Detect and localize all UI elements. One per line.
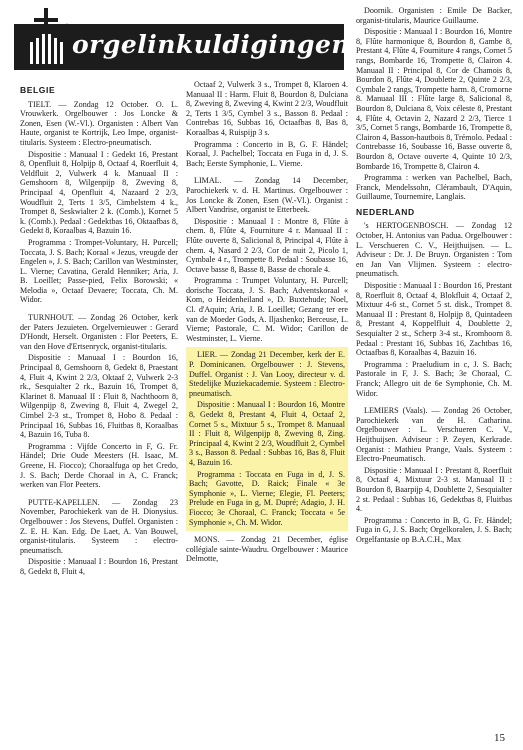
column-3	[356, 6, 512, 546]
article-paragraph: Dispositie : Manuaal I : Gedekt 16, Prestant 8, Openfluit 8, Holpijp 8, Octaaf 4, Roerfluit 4, Veldfluit 2, Vulwerk 4 k. Manuaal II : Gemshoorn 8, Wilgenpijp 8, Zweving 8, Principaal 4, Openfluit 4, Nazaard 2 2/3, Woudfluit 2, Terts 1 3/5, Cimbelstem 4 k., Trompet 8, Seskwialter 2 k. (Comb.), Kornet 5 k. (Comb.). Pedaal : Gedektbas 16, Oktaafbas 8, Gedekt 8, Koraalbas 4, Bazuin 16.	[20, 149, 178, 236]
article-paragraph: Doornik. Organisten : Emile De Backer, organist-titularis, Maurice Guillaume.	[356, 6, 512, 25]
section-heading-belgie: BELGIE	[20, 85, 56, 95]
page-header	[14, 8, 351, 70]
article-paragraph: Dispositie : Manuaal I : Bourdon 16, Prestant 8, Roerfluit 8, Octaaf 4, Blokfluit 4, Octaaf 2, Mixtuur 4-6 st., Cornet 5 st. disk., Trompet 8. Manuaal II : Prestant 8, Holpijp 8, Quintadeen 8, Prestant 4, Koppelfluit 4, Doublette 2, Sesquialter 2 st., Scherp 3-4 st., Kromhoorn 8. Pedaal : Prestant 16, Subbas 16, Zachtbas 16, Octaafbas 8, Koraalbas 4, Bazuin 16.	[356, 281, 512, 358]
column-2	[186, 80, 348, 566]
article-paragraph: Dispositie : Manuaal I : Montre 8, Flûte à chem. 8, Flûte 4, Fourniture 4 r. Manuaal II : Flûte ouverte 8, Salicional 8, Principal 4, Flûte à chem. 4, Nasard 2 2/3, Cor de nuit 2, Picolo 1, Cymbale 4 r., Trompette 8. Pedaal : Soubasse 16, Octave basse 8, Basse 8, Basse de chorale 4.	[186, 216, 348, 274]
article-paragraph: PUTTE-KAPELLEN. — Zondag 23 November, Parochiekerk van de H. Dionysius. Orgelbouwer : Jos Stevens, Duffel. Organisten : Z. E. H. Kan. Edg. De Laet, A. Van Bouwel, organist-titularis. Systeem : electro-pneumatisch.	[20, 497, 178, 555]
article-paragraph: Dispositie : Manuaal I : Bourdon 16, Principaal 8, Gemshoorn 8, Gedekt 8, Praestant 4, Fluit 4, Kwint 2 2/3, Oktaaf 2, Vulwerk 2-3 rk., Sesquialter 2 rk., Bazuin 16, Trompet 8, Klarinet 8. Manuaal II : Fluit 8, Nachthoorn 8, Wilgenpijp 8, Zweving 8, Fluit 4, Zwegel 2, Cimbel 2-3 st., Trompet 8, Hobo 8. Pedaal : Principaal 16, Subbas 16, Fluitbas 8, Koraalbas 4, Bazuin 16, Tuba 8.	[20, 353, 178, 440]
article-paragraph: LIER. — Zondag 21 December, kerk der E. P. Dominicanen. Orgelbouwer : J. Stevens, Duffel. Organist : J. Van Looy, directeur v. d. Stedelijke Muziekacademie. Systeem : Electro-pneumatisch.	[189, 350, 345, 398]
article-paragraph: MONS. — Zondag 21 December, église collégiale sainte-Waudru. Orgelbouwer : Maurice Delmotte,	[186, 535, 348, 564]
article-paragraph: Dispositie : Manuaal I : Prestant 8, Roerfluit 8, Octaaf 4, Mixtuur 2-3 st. Manuaal II : Bourdon 8, Baarpijp 4, Doublette 2, Sesquialter 2 st. Pedaal : Subbas 16, Gedektbas 8, Fluitbas 4.	[356, 465, 512, 514]
article-paragraph: TURNHOUT. — Zondag 26 October, kerk der Paters Jezuieten. Orgelvernieuwer : Gerard D'Hondt, Herselt. Organisten : Flor Peeters, E. van den Hove d'Ertsenryck, organist-titularis.	[20, 313, 178, 351]
article-paragraph: Programma : Toccata en Fuga in d, J. S. Bach; Gavotte, D. Raick; Finale « 3e Symphonie », L. Vierne; Elegie, Fl. Peeters; Prelude en Fuga in g, M. Dupré; Adagio, J. H. Fiocco; 3e Choraal, C. Franck; Toccata « 5e Symphonie », Ch. M. Widor.	[189, 469, 345, 527]
article-paragraph: Dispositie : Manuaal I : Bourdon 16, Prestant 8, Gedekt 8, Fluit 4,	[20, 557, 178, 576]
article-paragraph: LIMAL. — Zondag 14 December, Parochiekerk v. d. H. Martinus. Orgelbouwer : Jos Loncke & Zonen, Esen (W.-Vl.). Organist : Albert Vandrise, organist te Etterbeek.	[186, 176, 348, 215]
article-paragraph: 's HERTOGENBOSCH. — Zondag 12 October, H. Antonius van Padua. Orgelbouwer : L. Verschueren C. V., Heijthuijsen. — L. Adviseur : Dr. J. De Bruyn. Organisten : Tom en Jan Van Vlijmen. Systeem : electro-pneumatisch.	[356, 221, 512, 279]
article-paragraph: Dispositie : Manuaal I : Bourdon 16, Montre 8, Flûte harmonique 8, Bourdon 8, Gambe 8, Prestant 4, Flûte 4, Fourniture 4 rangs, Cornet 5 rangs, Bombarde 16, Trompette 8, Clairon 4. Manuaal II : Principal 8, Cor de Chamois 8, Bourdon 8, Flûte 4, Doublette 2, Quinte 2 2/3, Cymbale 2 rangs, Trompette harm. 8, Cromorne 8. Manuaal III : Flûte large 8, Salicional 8, Bourdon 8, Dulciana 8, Voix céleste 8, Prestant 4, Flûte 4, Octavin 2, Nazard 2 2/3, Tierce 1 3/5, Cornet 5 rangs, Bombarde 16, Trompette 8, Clairon 4, Basson-hautbois 8, Trémolo. Pedaal : Contrebasse 16, Soubasse 16, Basse ouverte 8, Bourdon 8, Octave ouverte 4, Quinte 10 2/3, Bombarde 16, Trompette 8, Clairon 4.	[356, 27, 512, 171]
article-paragraph: Dispositie : Manuaal I : Bourdon 16, Montre 8, Gedekt 8, Prestant 4, Fluit 4, Octaaf 2, Cornet 5 s., Mixtuur 5 s., Trompet 8. Manuaal II : Fluit 8, Wilgenpijp 8, Zweving 8, Zing. Principaal 4, Kwint 2 2/3, Woudfluit 2, Cymbel 3 s., Basson 8. Pedaal : Subbas 16, Bas 8, Fluit 4, Bazuin 16.	[189, 400, 345, 467]
article-paragraph: Programma : Trumpet Voluntary, H. Purcell; dorische Toccata, J. S. Bach; Adventskoraal « Kom, o Heidenheiland », D. Buxtehude; Noel, Cl. d'Aquin; Aria, J. B. Loeillet; Gezang ter ere van de Moeder Gods, A. Iljashenko; Berceuse, L. Vierne; Pastorale, C. M. Widor; Carillon de Westminster, L. Vierne.	[186, 276, 348, 343]
article-paragraph: Programma : Trompet-Voluntary, H. Purcell; Toccata, J. S. Bach; Koraal « Jezus, vreugde der Engelen », J. S. Bach; Carillon van Westminster, L. Vierne; Cavatina, Gerald Henniker; Aria, J. B. Loeillet; Passe-pied, Felix Borowski; « Melodia », Octaaf Devaere; Toccata, Ch. M. Widor.	[20, 237, 178, 305]
highlighted-article-lier	[186, 347, 348, 531]
article-paragraph: Programma : Vijfde Concerto in F, G. Fr. Händel; Drie Oude Meesters (H. Isaac, M. Greene, H. Fiocco); Choraalfuga op het Credo, J. S. Bach; Derde Choraal in A, C. Franck; werken van Flor Peeters.	[20, 441, 178, 490]
page-number: 15	[494, 732, 505, 744]
organ-logo-icon	[22, 8, 74, 70]
article-paragraph: LEMIERS (Vaals). — Zondag 26 October, Parochiekerk van de H. Catharina. Orgelbouwer : L. Verschueren C. V., Heijthuijsen. Adviseur : P. Zeyen, Kerkrade. Organist : Mathieu Prange, Vaals. Systeem : Electro-Pneumatisch.	[356, 406, 512, 464]
page-title: orgelinkuldigingen	[72, 30, 351, 59]
article-paragraph: Programma : werken van Pachelbel, Bach, Franck, Mendelssohn, Clérambault, D'Aquin, Guillaume, Tournemire, Langlais.	[356, 173, 512, 202]
article-paragraph: Programma : Concerto in B, G. Fr. Händel; Fuga in G, J. S. Bach; Orgelkoralen, J. S. Bach; Orgelfantasie op B.A.C.H., Max	[356, 515, 512, 544]
article-paragraph: TIELT. — Zondag 12 October. O. L. Vrouwkerk. Orgelbouwer : Jos Loncke & Zonen, Esen (W.-Vl.). Organisten : Albert Van Haute, organist te Kortrijk, Leo Impe, organist-titularis. Systeem : Electro-pneumatisch.	[20, 99, 178, 147]
article-paragraph: Programma : Praeludium in c, J. S. Bach; Pastorale in F, J. S. Bach; 3e Choraal, C. Franck; Allegro uit de 6e Symphonie, Ch. M. Widor.	[356, 359, 512, 398]
article-paragraph: Programma : Concerto in B, G. F. Händel; Koraal, J. Pachelbel; Toccata en Fuga in d, J. S. Bach; Eerste Symphonie, L. Vierne.	[186, 139, 348, 168]
column-1	[20, 80, 178, 579]
section-heading-nederland: NEDERLAND	[356, 206, 415, 217]
article-paragraph: Octaaf 2, Vulwerk 3 s., Trompet 8, Klaroen 4. Manuaal II : Harm. Fluit 8, Bourdon 8, Dulciana 8, Zweving 8, Zweving 4, Kwint 2 2/3, Woudfluit 2, Terts 1 3/5, Cymbel 3 s., Basson 8. Pedaal : Contrebas 16, Subbas 16, Octaafbas 8, Bas 8, Koraalbas 4, Ruispijp 3 s.	[186, 80, 348, 137]
